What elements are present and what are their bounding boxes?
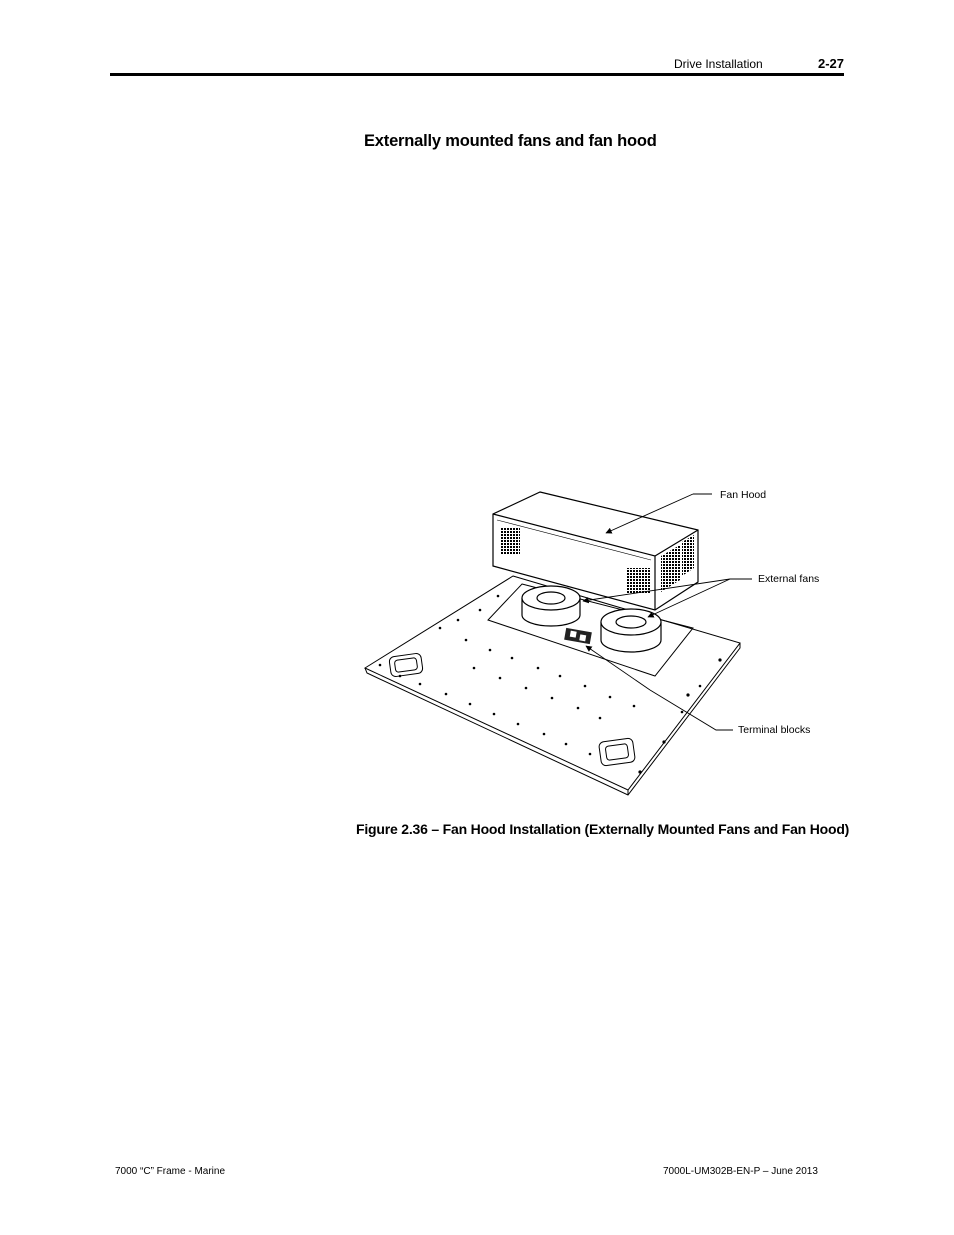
fan-hood-installation-figure: [355, 480, 835, 800]
callout-fan-hood: Fan Hood: [720, 489, 767, 501]
header-rule: [110, 73, 844, 76]
fan-hood-drawing: [355, 480, 835, 800]
callout-terminal-blocks: Terminal blocks: [738, 724, 811, 736]
callout-external-fans: External fans: [758, 573, 820, 585]
running-header-section: Drive Installation: [674, 57, 763, 71]
page-number: 2-27: [818, 56, 845, 71]
section-title: Externally mounted fans and fan hood: [364, 132, 657, 150]
figure-caption: Figure 2.36 – Fan Hood Installation (Externally Mounted Fans and Fan Hood): [356, 821, 850, 837]
footer-publication-id: 7000L-UM302B-EN-P – June 2013: [663, 1166, 818, 1177]
footer-document-title: 7000 “C” Frame - Marine: [115, 1166, 226, 1177]
external-fan-left: [522, 586, 580, 626]
